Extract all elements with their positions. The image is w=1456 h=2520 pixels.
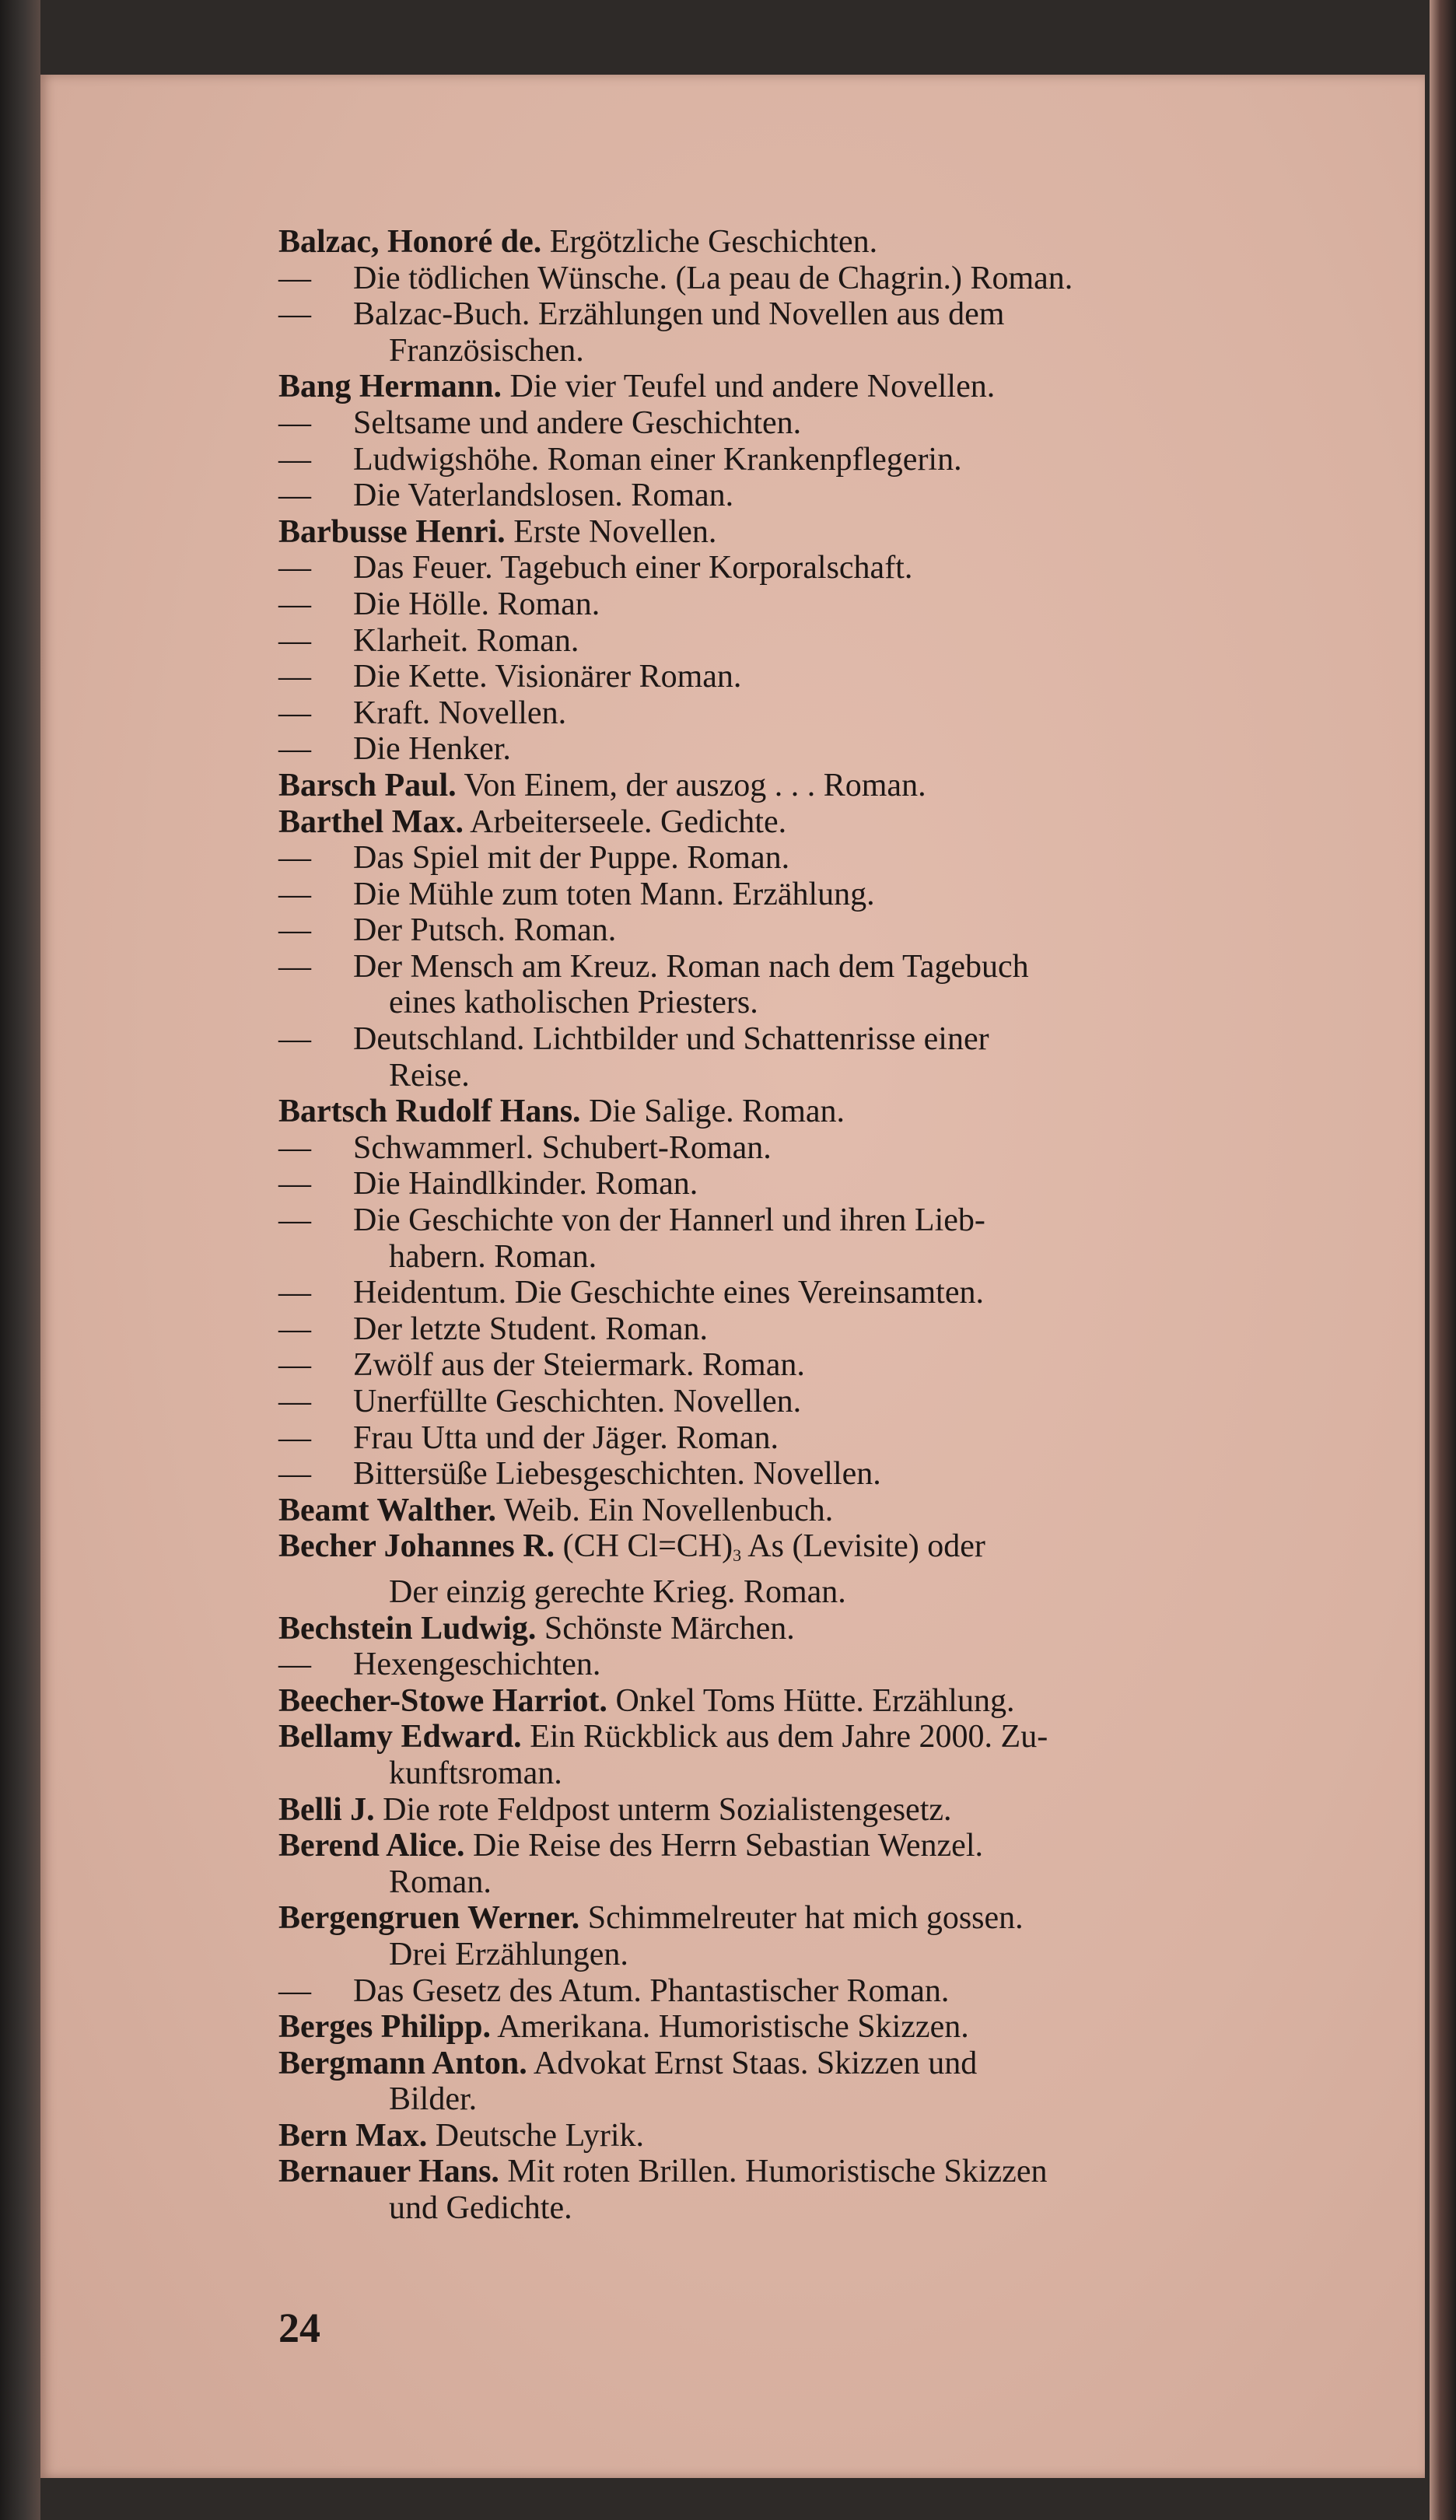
title-text: Ludwigshöhe. Roman einer Krankenpflegerin. xyxy=(353,441,962,478)
title-text: Ergötzliche Geschichten. xyxy=(549,224,878,260)
title-text: Drei Erzählungen. xyxy=(389,1936,628,1972)
entry-first-line xyxy=(278,1828,1328,1864)
title-text: kunftsroman. xyxy=(389,1755,562,1791)
entry-title-line xyxy=(278,405,1328,442)
title-text: Die Haindlkinder. Roman. xyxy=(353,1166,698,1202)
entry-continuation-line xyxy=(278,1937,1328,1973)
title-text: Der letzte Student. Roman. xyxy=(353,1311,709,1347)
title-text: Französischen. xyxy=(389,332,584,369)
author-name: Beamt Walther. xyxy=(278,1492,496,1528)
entry-title-line xyxy=(278,1202,1328,1239)
ditto-dash: — xyxy=(278,1202,311,1239)
entry-title-line xyxy=(278,840,1328,877)
author-name: Berges Philipp. xyxy=(278,2009,492,2046)
title-text: Die Mühle zum toten Mann. Erzählung. xyxy=(353,876,875,912)
entry-title-line xyxy=(278,623,1328,660)
entry-continuation-line xyxy=(278,2081,1328,2118)
title-text: Onkel Toms Hütte. Erzählung. xyxy=(615,1682,1015,1719)
ditto-dash: — xyxy=(278,1021,311,1058)
title-text: Die Vaterlandslosen. Roman. xyxy=(353,478,734,514)
ditto-dash: — xyxy=(278,478,311,514)
title-text: Die vier Teufel und andere Novellen. xyxy=(509,369,996,405)
title-text: Seltsame und andere Geschichten. xyxy=(353,404,802,441)
ditto-dash: — xyxy=(278,586,311,622)
author-name: Bergmann Anton. xyxy=(278,2045,527,2081)
ditto-dash: — xyxy=(278,659,311,695)
entry-first-line xyxy=(278,2046,1328,2082)
entry-title-line xyxy=(278,296,1328,333)
author-name: Barbusse Henri. xyxy=(278,513,506,550)
entry-title-line xyxy=(278,1647,1328,1683)
title-text: Das Gesetz des Atum. Phantastischer Roman. xyxy=(353,1972,950,2009)
ditto-dash: — xyxy=(278,550,311,586)
entry-title-line xyxy=(278,731,1328,768)
title-text: Das Spiel mit der Puppe. Roman. xyxy=(353,840,790,877)
entry-first-line xyxy=(278,1683,1328,1720)
catalog-entry xyxy=(278,1900,1328,2009)
title-text: Schwammerl. Schubert-Roman. xyxy=(353,1129,772,1166)
entry-title-line xyxy=(278,1130,1328,1167)
entry-title-line xyxy=(278,1347,1328,1384)
title-text: Die Kette. Visionärer Roman. xyxy=(353,659,742,695)
entry-title-line xyxy=(278,1275,1328,1311)
title-text: Arbeiterseele. Gedichte. xyxy=(470,803,787,840)
entry-title-line xyxy=(278,1311,1328,1348)
title-text: Deutschland. Lichtbilder und Schattenrisse einer xyxy=(353,1021,989,1058)
entry-title-line xyxy=(278,912,1328,949)
ditto-dash: — xyxy=(278,1275,311,1311)
author-name: Bergengruen Werner. xyxy=(278,1900,580,1937)
catalog-entry xyxy=(278,2046,1328,2118)
title-text: Die rote Feldpost unterm Sozialistengesetz. xyxy=(383,1791,952,1828)
entry-continuation-line xyxy=(278,333,1328,369)
author-name: Balzac, Honoré de. xyxy=(278,224,542,260)
ditto-dash: — xyxy=(278,912,311,949)
next-page-edge xyxy=(1430,0,1456,2520)
entry-first-line xyxy=(278,2118,1328,2154)
ditto-dash: — xyxy=(278,876,311,912)
entry-first-line xyxy=(278,514,1328,551)
title-text: Der Mensch am Kreuz. Roman nach dem Tagebuch xyxy=(353,948,1029,985)
catalog-entry xyxy=(278,768,1328,804)
entry-title-line xyxy=(278,1166,1328,1202)
title-text: Advokat Ernst Staas. Skizzen und xyxy=(533,2045,978,2081)
title-text: Heidentum. Die Geschichte eines Vereinsamten. xyxy=(353,1275,984,1311)
entry-first-line xyxy=(278,1094,1328,1130)
title-text: Die Henker. xyxy=(353,731,511,768)
entry-title-line xyxy=(278,1973,1328,2010)
catalog-entry xyxy=(278,1828,1328,1900)
ditto-dash: — xyxy=(278,1129,311,1166)
title-text: Unerfüllte Geschichten. Novellen. xyxy=(353,1384,802,1419)
title-text-tail: As (Levisite) oder xyxy=(741,1528,985,1565)
title-text: Der Putsch. Roman. xyxy=(353,912,617,949)
entry-first-line xyxy=(278,1528,1328,1574)
ditto-dash: — xyxy=(278,948,311,985)
ditto-dash: — xyxy=(278,1384,311,1419)
title-text: Die Salige. Roman. xyxy=(589,1094,845,1130)
ditto-dash: — xyxy=(278,1166,311,1202)
catalog-entry xyxy=(278,1792,1328,1829)
ditto-dash: — xyxy=(278,1972,311,2009)
title-text: Der einzig gerechte Krieg. Roman. xyxy=(389,1573,846,1610)
title-text: Klarheit. Roman. xyxy=(353,622,579,659)
entry-continuation-line xyxy=(278,1755,1328,1792)
title-text: Die Hölle. Roman. xyxy=(353,586,600,622)
ditto-dash: — xyxy=(278,622,311,659)
title-text: Die tödlichen Wünsche. (La peau de Chagrin.) Roman. xyxy=(353,260,1073,296)
entry-title-line xyxy=(278,659,1328,695)
entry-title-line xyxy=(278,586,1328,623)
entry-title-line xyxy=(278,550,1328,586)
ditto-dash: — xyxy=(278,840,311,877)
ditto-dash: — xyxy=(278,695,311,731)
title-text: Ein Rückblick aus dem Jahre 2000. Zu- xyxy=(530,1719,1048,1755)
entry-first-line xyxy=(278,2009,1328,2046)
title-text: und Gedichte. xyxy=(389,2190,572,2227)
entry-continuation-line xyxy=(278,1864,1328,1901)
ditto-dash: — xyxy=(278,296,311,333)
author-name: Barthel Max. xyxy=(278,803,464,840)
entry-first-line xyxy=(278,224,1328,261)
catalog-entry xyxy=(278,2009,1328,2046)
entry-first-line xyxy=(278,768,1328,804)
entry-first-line xyxy=(278,804,1328,841)
entry-first-line xyxy=(278,1792,1328,1829)
catalog-entry xyxy=(278,1683,1328,1720)
title-text: eines katholischen Priesters. xyxy=(389,985,758,1021)
ditto-dash: — xyxy=(278,1311,311,1347)
catalog-entry xyxy=(278,1611,1328,1683)
title-text: Das Feuer. Tagebuch einer Korporalschaft. xyxy=(353,550,913,586)
entry-title-line xyxy=(278,1420,1328,1457)
title-text: Amerikana. Humoristische Skizzen. xyxy=(497,2009,969,2046)
catalog-listing xyxy=(278,224,1328,2227)
title-text: habern. Roman. xyxy=(389,1238,597,1275)
entry-title-line xyxy=(278,261,1328,297)
ditto-dash: — xyxy=(278,441,311,478)
ditto-dash: — xyxy=(278,1419,311,1456)
entry-continuation-line xyxy=(278,1239,1328,1276)
author-name: Beecher-Stowe Harriot. xyxy=(278,1682,607,1719)
ditto-dash: — xyxy=(278,404,311,441)
author-name: Bang Hermann. xyxy=(278,369,502,405)
author-name: Bellamy Edward. xyxy=(278,1719,522,1755)
ditto-dash: — xyxy=(278,1647,311,1683)
author-name: Bechstein Ludwig. xyxy=(278,1610,537,1647)
title-text: Mit roten Brillen. Humoristische Skizzen xyxy=(507,2154,1048,2190)
catalog-entry xyxy=(278,804,1328,1094)
entry-title-line xyxy=(278,695,1328,732)
title-text: (CH Cl=CH) xyxy=(562,1528,733,1565)
entry-title-line xyxy=(278,1384,1328,1420)
author-name: Belli J. xyxy=(278,1791,375,1828)
title-text: Balzac-Buch. Erzählungen und Novellen aus dem xyxy=(353,296,1005,333)
catalog-entry xyxy=(278,2154,1328,2226)
title-text: Schönste Märchen. xyxy=(544,1610,795,1647)
chemical-subscript: 3 xyxy=(733,1545,742,1566)
entry-title-line xyxy=(278,949,1328,985)
page-number: 24 xyxy=(278,2305,320,2351)
entry-first-line xyxy=(278,1900,1328,1937)
ditto-dash: — xyxy=(278,731,311,768)
entry-first-line xyxy=(278,369,1328,405)
title-text: Die Reise des Herrn Sebastian Wenzel. xyxy=(473,1828,983,1864)
title-text: Die Geschichte von der Hannerl und ihren Lieb- xyxy=(353,1202,985,1239)
entry-first-line xyxy=(278,1611,1328,1647)
catalog-entry xyxy=(278,369,1328,513)
title-text: Erste Novellen. xyxy=(513,513,717,550)
entry-title-line xyxy=(278,877,1328,913)
title-text: Frau Utta und der Jäger. Roman. xyxy=(353,1419,779,1456)
title-text: Bittersüße Liebesgeschichten. Novellen. xyxy=(353,1456,881,1493)
entry-title-line xyxy=(278,1456,1328,1493)
entry-continuation-line xyxy=(278,2190,1328,2227)
entry-title-line xyxy=(278,442,1328,478)
catalog-entry xyxy=(278,1528,1328,1610)
catalog-entry xyxy=(278,1719,1328,1791)
entry-first-line xyxy=(278,1719,1328,1755)
author-name: Bern Max. xyxy=(278,2117,428,2154)
entry-title-line xyxy=(278,478,1328,514)
entry-continuation-line xyxy=(278,1058,1328,1094)
title-text: Weib. Ein Novellenbuch. xyxy=(503,1492,834,1528)
entry-first-line xyxy=(278,2154,1328,2190)
title-text: Roman. xyxy=(389,1864,492,1900)
author-name: Bernauer Hans. xyxy=(278,2154,499,2190)
book-binding-edge xyxy=(0,0,40,2520)
title-text: Bilder. xyxy=(389,2081,478,2118)
title-text: Deutsche Lyrik. xyxy=(435,2117,645,2154)
title-text: Schimmelreuter hat mich gossen. xyxy=(587,1900,1024,1937)
ditto-dash: — xyxy=(278,1456,311,1493)
title-text: Kraft. Novellen. xyxy=(353,695,567,731)
catalog-entry xyxy=(278,2118,1328,2154)
author-name: Bartsch Rudolf Hans. xyxy=(278,1094,581,1130)
ditto-dash: — xyxy=(278,1347,311,1384)
entry-continuation-line xyxy=(278,985,1328,1021)
title-text: Von Einem, der auszog . . . Roman. xyxy=(464,767,926,803)
entry-first-line xyxy=(278,1493,1328,1529)
author-name: Berend Alice. xyxy=(278,1828,465,1864)
title-text: Reise. xyxy=(389,1057,470,1094)
catalog-entry xyxy=(278,224,1328,369)
entry-continuation-line xyxy=(278,1574,1328,1611)
entry-title-line xyxy=(278,1021,1328,1058)
catalog-entry xyxy=(278,1094,1328,1493)
author-name: Barsch Paul. xyxy=(278,767,457,803)
ditto-dash: — xyxy=(278,260,311,296)
catalog-entry xyxy=(278,1493,1328,1529)
author-name: Becher Johannes R. xyxy=(278,1528,555,1565)
catalog-entry xyxy=(278,514,1328,768)
title-text: Hexengeschichten. xyxy=(353,1647,601,1683)
title-text: Zwölf aus der Steiermark. Roman. xyxy=(353,1347,805,1384)
